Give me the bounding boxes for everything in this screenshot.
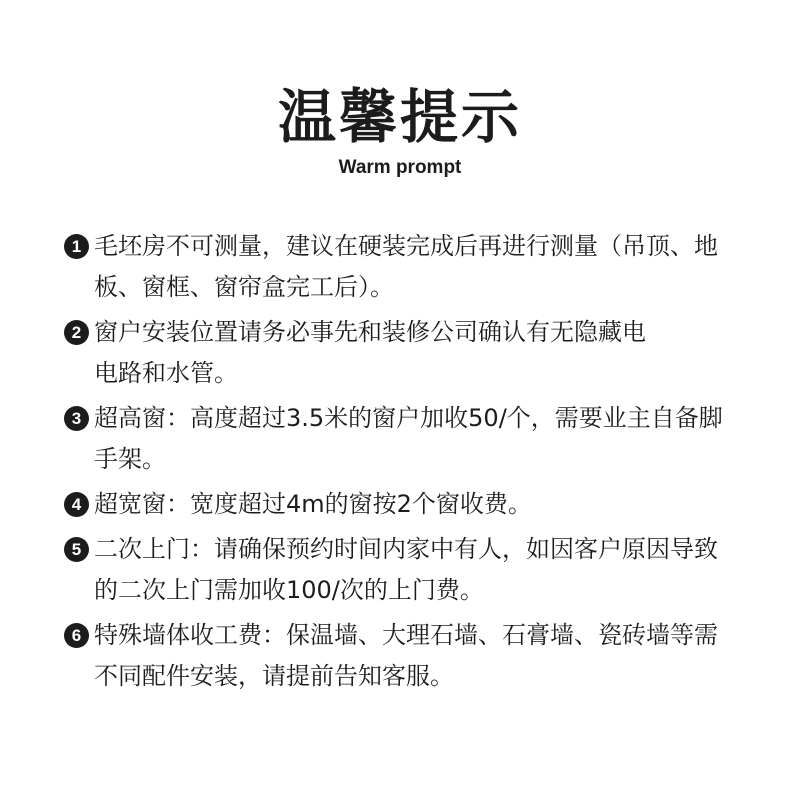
number-3-badge: 3 <box>64 406 89 431</box>
number-2-badge: 2 <box>64 320 89 345</box>
number-4-badge: 4 <box>64 492 89 517</box>
notice-item-6-line-1: 特殊墙体收工费：保温墙、大理石墙、石膏墙、瓷砖墙等需 <box>94 621 718 649</box>
number-6-badge: 6 <box>64 623 89 648</box>
page-subtitle: Warm prompt <box>338 157 462 178</box>
notice-item-4-line-1: 超宽窗：宽度超过4m的窗按2个窗收费。 <box>94 490 532 518</box>
notice-item-3-line-2: 手架。 <box>94 445 166 473</box>
notice-item-2-line-1: 窗户安装位置请务必事先和装修公司确认有无隐藏电 <box>94 318 646 346</box>
notice-item-4 <box>64 484 764 525</box>
notice-item-3 <box>64 398 764 480</box>
notice-item-6 <box>64 615 764 697</box>
notice-item-5-line-1: 二次上门：请确保预约时间内家中有人，如因客户原因导致 <box>94 535 718 563</box>
number-5-badge: 5 <box>64 537 89 562</box>
page-title: 温馨提示 <box>277 83 522 151</box>
notice-item-1 <box>64 226 764 308</box>
notice-item-2 <box>64 312 764 394</box>
notice-list <box>64 226 764 701</box>
number-1-badge: 1 <box>64 234 89 259</box>
notice-item-1-line-2: 板、窗框、窗帘盒完工后）。 <box>94 273 394 301</box>
notice-item-5 <box>64 529 764 611</box>
notice-item-1-line-1: 毛坯房不可测量，建议在硬装完成后再进行测量（吊顶、地 <box>94 232 718 260</box>
header <box>0 78 800 180</box>
notice-item-5-line-2: 的二次上门需加收100/次的上门费。 <box>94 576 484 604</box>
notice-item-2-line-2: 电路和水管。 <box>94 359 238 387</box>
notice-item-6-line-2: 不同配件安装，请提前告知客服。 <box>94 662 454 690</box>
notice-item-3-line-1: 超高窗：高度超过3.5米的窗户加收50/个，需要业主自备脚 <box>94 404 723 432</box>
